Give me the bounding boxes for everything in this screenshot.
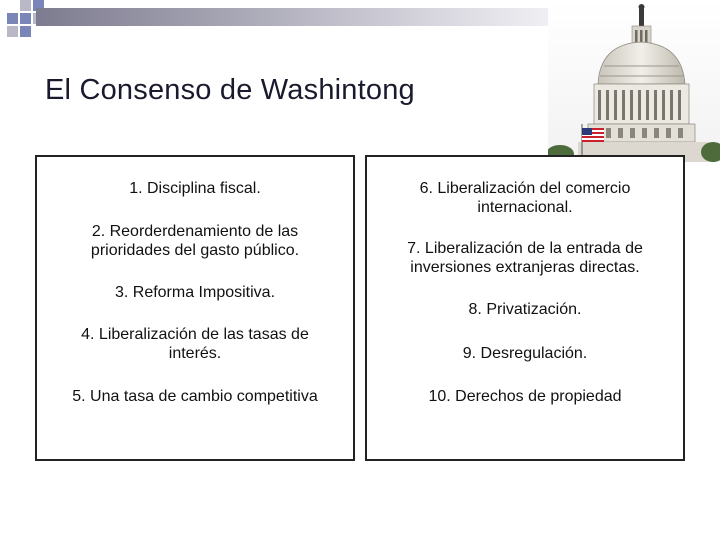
point-6: 6. Liberalización del comercio internacional. — [419, 180, 631, 216]
point-2: 2. Reorderdenamiento de las prioridades del gasto público. — [90, 223, 300, 259]
header-gradient-bar — [36, 8, 548, 26]
point-4: 4. Liberalización de las tasas de interés. — [81, 326, 309, 362]
decor-square — [20, 26, 31, 37]
left-points-box — [35, 155, 355, 461]
decor-square — [20, 0, 31, 11]
decor-square — [7, 13, 18, 24]
capitol-dome-image — [548, 0, 720, 162]
point-7: 7. Liberalización de la entrada de inversiones extranjeras directas. — [407, 240, 643, 276]
point-9: 9. Desregulación. — [462, 345, 588, 362]
point-1: 1. Disciplina fiscal. — [129, 180, 261, 197]
point-3: 3. Reforma Impositiva. — [114, 284, 276, 301]
decor-square — [20, 13, 31, 24]
slide-title: El Consenso de Washintong — [45, 74, 415, 106]
point-8: 8. Privatización. — [468, 301, 582, 318]
decor-square — [7, 26, 18, 37]
point-5: 5. Una tasa de cambio competitiva — [72, 388, 318, 405]
point-10: 10. Derechos de propiedad — [428, 388, 622, 405]
